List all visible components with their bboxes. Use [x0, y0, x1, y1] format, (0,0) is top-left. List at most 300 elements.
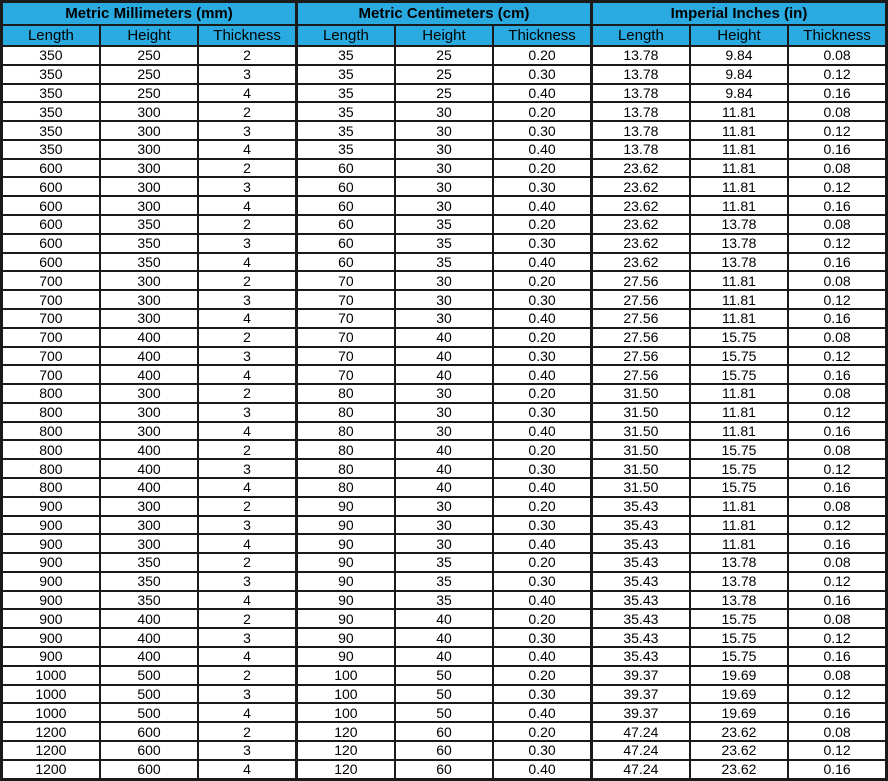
table-body [2, 46, 887, 780]
table-cell: 35.43 [591, 534, 689, 553]
column-header-in-height: Height [690, 25, 788, 46]
table-cell: 11.81 [690, 271, 788, 290]
table-cell: 31.50 [591, 422, 689, 441]
table-cell: 11.81 [690, 140, 788, 159]
table-cell: 0.40 [493, 703, 591, 722]
table-cell: 300 [100, 159, 198, 178]
table-cell: 900 [2, 572, 100, 591]
table-cell: 0.16 [788, 309, 886, 328]
table-cell: 0.08 [788, 102, 886, 121]
table-cell: 2 [198, 666, 296, 685]
table-row [2, 177, 887, 196]
table-cell: 25 [395, 84, 493, 103]
table-row [2, 271, 887, 290]
table-cell: 400 [100, 478, 198, 497]
table-cell: 400 [100, 365, 198, 384]
table-cell: 4 [198, 365, 296, 384]
table-cell: 30 [395, 290, 493, 309]
table-cell: 23.62 [591, 159, 689, 178]
table-cell: 0.16 [788, 703, 886, 722]
table-cell: 60 [296, 177, 394, 196]
table-cell: 0.20 [493, 46, 591, 65]
table-cell: 0.20 [493, 328, 591, 347]
table-cell: 90 [296, 591, 394, 610]
table-row [2, 102, 887, 121]
table-cell: 300 [100, 196, 198, 215]
table-cell: 300 [100, 177, 198, 196]
table-cell: 0.40 [493, 591, 591, 610]
table-cell: 300 [100, 384, 198, 403]
table-cell: 19.69 [690, 666, 788, 685]
table-cell: 0.20 [493, 102, 591, 121]
table-cell: 13.78 [690, 253, 788, 272]
table-cell: 39.37 [591, 666, 689, 685]
table-cell: 1200 [2, 760, 100, 780]
table-cell: 0.20 [493, 159, 591, 178]
table-cell: 23.62 [591, 177, 689, 196]
table-cell: 800 [2, 440, 100, 459]
table-cell: 30 [395, 271, 493, 290]
table-cell: 3 [198, 459, 296, 478]
table-row [2, 365, 887, 384]
column-header-mm-thickness: Thickness [198, 25, 296, 46]
table-cell: 70 [296, 290, 394, 309]
table-cell: 0.20 [493, 440, 591, 459]
table-cell: 600 [100, 722, 198, 741]
table-cell: 60 [296, 215, 394, 234]
table-cell: 0.20 [493, 609, 591, 628]
table-cell: 600 [2, 177, 100, 196]
table-row [2, 309, 887, 328]
table-row [2, 215, 887, 234]
table-cell: 35.43 [591, 609, 689, 628]
table-cell: 0.20 [493, 553, 591, 572]
table-cell: 0.16 [788, 478, 886, 497]
table-row [2, 666, 887, 685]
table-cell: 15.75 [690, 609, 788, 628]
table-cell: 0.30 [493, 290, 591, 309]
table-cell: 35 [395, 234, 493, 253]
table-cell: 47.24 [591, 760, 689, 780]
table-cell: 0.30 [493, 121, 591, 140]
table-cell: 0.08 [788, 215, 886, 234]
table-cell: 13.78 [690, 553, 788, 572]
table-cell: 2 [198, 46, 296, 65]
table-cell: 11.81 [690, 384, 788, 403]
table-cell: 80 [296, 478, 394, 497]
table-cell: 23.62 [690, 722, 788, 741]
table-cell: 13.78 [591, 102, 689, 121]
table-cell: 600 [2, 159, 100, 178]
table-cell: 80 [296, 459, 394, 478]
table-cell: 0.12 [788, 177, 886, 196]
table-cell: 90 [296, 609, 394, 628]
table-cell: 25 [395, 65, 493, 84]
column-header-in-thickness: Thickness [788, 25, 886, 46]
table-cell: 3 [198, 177, 296, 196]
table-cell: 120 [296, 722, 394, 741]
table-cell: 13.78 [690, 572, 788, 591]
table-cell: 23.62 [591, 196, 689, 215]
table-cell: 900 [2, 516, 100, 535]
table-cell: 2 [198, 497, 296, 516]
table-cell: 3 [198, 65, 296, 84]
table-cell: 0.12 [788, 628, 886, 647]
table-cell: 35.43 [591, 572, 689, 591]
table-cell: 0.12 [788, 234, 886, 253]
table-cell: 0.08 [788, 609, 886, 628]
table-cell: 30 [395, 177, 493, 196]
table-cell: 0.08 [788, 497, 886, 516]
table-cell: 30 [395, 309, 493, 328]
table-cell: 300 [100, 140, 198, 159]
table-row [2, 422, 887, 441]
table-cell: 31.50 [591, 403, 689, 422]
table-cell: 4 [198, 309, 296, 328]
table-cell: 0.08 [788, 666, 886, 685]
table-cell: 11.81 [690, 534, 788, 553]
table-cell: 11.81 [690, 290, 788, 309]
table-row [2, 722, 887, 741]
table-cell: 11.81 [690, 497, 788, 516]
table-cell: 35 [296, 46, 394, 65]
table-cell: 600 [100, 741, 198, 760]
table-cell: 120 [296, 741, 394, 760]
table-cell: 35.43 [591, 516, 689, 535]
table-cell: 4 [198, 478, 296, 497]
table-cell: 350 [100, 215, 198, 234]
table-cell: 2 [198, 384, 296, 403]
table-cell: 27.56 [591, 271, 689, 290]
table-row [2, 84, 887, 103]
table-cell: 0.30 [493, 572, 591, 591]
table-cell: 600 [2, 215, 100, 234]
table-cell: 0.08 [788, 722, 886, 741]
table-row [2, 159, 887, 178]
table-cell: 700 [2, 347, 100, 366]
table-cell: 50 [395, 666, 493, 685]
table-cell: 0.08 [788, 271, 886, 290]
table-row [2, 140, 887, 159]
table-cell: 500 [100, 685, 198, 704]
table-cell: 35 [296, 121, 394, 140]
table-cell: 40 [395, 478, 493, 497]
table-cell: 900 [2, 534, 100, 553]
table-cell: 0.08 [788, 328, 886, 347]
table-cell: 900 [2, 628, 100, 647]
group-header-in: Imperial Inches (in) [591, 2, 886, 26]
table-cell: 0.12 [788, 347, 886, 366]
table-cell: 30 [395, 534, 493, 553]
group-header-cm: Metric Centimeters (cm) [296, 2, 591, 26]
table-cell: 900 [2, 609, 100, 628]
table-cell: 250 [100, 65, 198, 84]
table-cell: 0.30 [493, 234, 591, 253]
table-cell: 3 [198, 741, 296, 760]
table-cell: 100 [296, 703, 394, 722]
table-cell: 23.62 [591, 253, 689, 272]
table-cell: 600 [2, 196, 100, 215]
table-cell: 0.40 [493, 365, 591, 384]
table-cell: 100 [296, 666, 394, 685]
table-cell: 250 [100, 46, 198, 65]
table-cell: 0.30 [493, 347, 591, 366]
table-cell: 13.78 [591, 46, 689, 65]
table-cell: 9.84 [690, 84, 788, 103]
table-cell: 3 [198, 685, 296, 704]
table-row [2, 703, 887, 722]
table-cell: 100 [296, 685, 394, 704]
table-cell: 35.43 [591, 628, 689, 647]
table-cell: 500 [100, 666, 198, 685]
table-cell: 700 [2, 365, 100, 384]
table-cell: 40 [395, 647, 493, 666]
column-header-cm-length: Length [296, 25, 394, 46]
table-row [2, 46, 887, 65]
table-cell: 350 [2, 65, 100, 84]
table-cell: 13.78 [591, 121, 689, 140]
table-row [2, 497, 887, 516]
table-cell: 300 [100, 290, 198, 309]
table-cell: 50 [395, 703, 493, 722]
table-row [2, 572, 887, 591]
table-row [2, 760, 887, 780]
table-row [2, 609, 887, 628]
table-cell: 3 [198, 628, 296, 647]
table-cell: 27.56 [591, 290, 689, 309]
table-cell: 3 [198, 516, 296, 535]
table-cell: 0.16 [788, 365, 886, 384]
table-cell: 31.50 [591, 440, 689, 459]
table-cell: 60 [296, 196, 394, 215]
table-cell: 600 [2, 253, 100, 272]
table-cell: 3 [198, 121, 296, 140]
table-cell: 600 [2, 234, 100, 253]
table-row [2, 347, 887, 366]
table-cell: 800 [2, 403, 100, 422]
table-cell: 700 [2, 309, 100, 328]
table-cell: 0.30 [493, 628, 591, 647]
table-row [2, 196, 887, 215]
table-cell: 40 [395, 459, 493, 478]
table-cell: 900 [2, 647, 100, 666]
table-cell: 13.78 [690, 215, 788, 234]
table-cell: 0.40 [493, 760, 591, 780]
table-cell: 300 [100, 102, 198, 121]
table-cell: 70 [296, 271, 394, 290]
table-cell: 350 [2, 46, 100, 65]
column-header-cm-height: Height [395, 25, 493, 46]
table-cell: 30 [395, 102, 493, 121]
column-header-mm-height: Height [100, 25, 198, 46]
table-cell: 35 [296, 84, 394, 103]
table-cell: 800 [2, 459, 100, 478]
table-cell: 70 [296, 347, 394, 366]
table-cell: 35 [395, 553, 493, 572]
table-cell: 1000 [2, 666, 100, 685]
table-cell: 350 [100, 591, 198, 610]
table-cell: 0.08 [788, 553, 886, 572]
table-cell: 800 [2, 422, 100, 441]
table-row [2, 290, 887, 309]
table-header [2, 2, 887, 47]
table-cell: 13.78 [591, 65, 689, 84]
table-cell: 400 [100, 440, 198, 459]
table-cell: 0.30 [493, 516, 591, 535]
table-row [2, 234, 887, 253]
table-cell: 4 [198, 534, 296, 553]
table-cell: 350 [2, 121, 100, 140]
table-row [2, 253, 887, 272]
table-cell: 0.20 [493, 666, 591, 685]
table-cell: 35.43 [591, 497, 689, 516]
table-cell: 35.43 [591, 553, 689, 572]
table-cell: 350 [2, 84, 100, 103]
table-cell: 0.20 [493, 215, 591, 234]
table-cell: 35 [296, 140, 394, 159]
table-cell: 90 [296, 572, 394, 591]
table-row [2, 384, 887, 403]
table-cell: 31.50 [591, 384, 689, 403]
table-cell: 4 [198, 84, 296, 103]
table-cell: 15.75 [690, 365, 788, 384]
table-cell: 2 [198, 609, 296, 628]
table-cell: 23.62 [591, 234, 689, 253]
table-cell: 11.81 [690, 422, 788, 441]
table-cell: 350 [100, 553, 198, 572]
table-cell: 2 [198, 215, 296, 234]
table-cell: 13.78 [690, 234, 788, 253]
table-cell: 27.56 [591, 309, 689, 328]
table-cell: 800 [2, 384, 100, 403]
table-cell: 39.37 [591, 685, 689, 704]
table-cell: 30 [395, 196, 493, 215]
table-cell: 19.69 [690, 685, 788, 704]
table-cell: 11.81 [690, 196, 788, 215]
table-cell: 1200 [2, 722, 100, 741]
table-cell: 30 [395, 497, 493, 516]
table-cell: 50 [395, 685, 493, 704]
table-cell: 3 [198, 234, 296, 253]
table-cell: 40 [395, 440, 493, 459]
table-cell: 4 [198, 422, 296, 441]
table-cell: 23.62 [591, 215, 689, 234]
table-row [2, 685, 887, 704]
table-cell: 15.75 [690, 459, 788, 478]
table-cell: 400 [100, 609, 198, 628]
table-cell: 0.40 [493, 534, 591, 553]
table-row [2, 516, 887, 535]
table-cell: 40 [395, 609, 493, 628]
table-cell: 27.56 [591, 347, 689, 366]
table-cell: 35.43 [591, 591, 689, 610]
table-cell: 80 [296, 384, 394, 403]
table-cell: 30 [395, 121, 493, 140]
table-cell: 800 [2, 478, 100, 497]
table-cell: 400 [100, 328, 198, 347]
table-cell: 0.12 [788, 459, 886, 478]
table-cell: 27.56 [591, 365, 689, 384]
table-cell: 0.40 [493, 196, 591, 215]
table-cell: 35 [296, 102, 394, 121]
table-cell: 350 [100, 253, 198, 272]
table-cell: 30 [395, 403, 493, 422]
table-cell: 0.40 [493, 422, 591, 441]
table-cell: 35 [395, 591, 493, 610]
table-cell: 400 [100, 347, 198, 366]
table-cell: 13.78 [690, 591, 788, 610]
table-cell: 30 [395, 384, 493, 403]
table-cell: 0.12 [788, 65, 886, 84]
table-cell: 0.20 [493, 722, 591, 741]
table-row [2, 741, 887, 760]
table-cell: 90 [296, 516, 394, 535]
table-row [2, 459, 887, 478]
table-cell: 300 [100, 403, 198, 422]
table-row [2, 328, 887, 347]
table-cell: 60 [395, 722, 493, 741]
table-cell: 0.40 [493, 647, 591, 666]
table-row [2, 628, 887, 647]
table-row [2, 534, 887, 553]
column-header-in-length: Length [591, 25, 689, 46]
table-cell: 1000 [2, 685, 100, 704]
table-cell: 700 [2, 290, 100, 309]
table-cell: 31.50 [591, 478, 689, 497]
table-cell: 0.40 [493, 309, 591, 328]
table-cell: 90 [296, 497, 394, 516]
table-cell: 23.62 [690, 741, 788, 760]
table-cell: 15.75 [690, 478, 788, 497]
table-cell: 35.43 [591, 647, 689, 666]
table-cell: 2 [198, 271, 296, 290]
table-cell: 120 [296, 760, 394, 780]
table-cell: 80 [296, 422, 394, 441]
column-header-cm-thickness: Thickness [493, 25, 591, 46]
table-cell: 35 [395, 253, 493, 272]
table-row [2, 553, 887, 572]
table-cell: 0.30 [493, 65, 591, 84]
table-cell: 15.75 [690, 328, 788, 347]
table-cell: 700 [2, 271, 100, 290]
table-cell: 15.75 [690, 628, 788, 647]
table-cell: 300 [100, 422, 198, 441]
table-cell: 80 [296, 403, 394, 422]
table-cell: 60 [395, 741, 493, 760]
table-cell: 90 [296, 553, 394, 572]
table-cell: 250 [100, 84, 198, 103]
table-cell: 900 [2, 591, 100, 610]
table-cell: 300 [100, 516, 198, 535]
table-cell: 35 [395, 215, 493, 234]
table-cell: 0.40 [493, 84, 591, 103]
table-cell: 0.16 [788, 760, 886, 780]
table-cell: 1200 [2, 741, 100, 760]
table-cell: 0.08 [788, 384, 886, 403]
table-cell: 300 [100, 534, 198, 553]
table-row [2, 478, 887, 497]
table-cell: 4 [198, 591, 296, 610]
table-cell: 0.12 [788, 572, 886, 591]
table-cell: 60 [296, 234, 394, 253]
table-cell: 70 [296, 365, 394, 384]
table-cell: 0.12 [788, 121, 886, 140]
table-cell: 40 [395, 328, 493, 347]
table-cell: 0.16 [788, 196, 886, 215]
table-cell: 70 [296, 309, 394, 328]
table-cell: 25 [395, 46, 493, 65]
table-cell: 350 [100, 234, 198, 253]
